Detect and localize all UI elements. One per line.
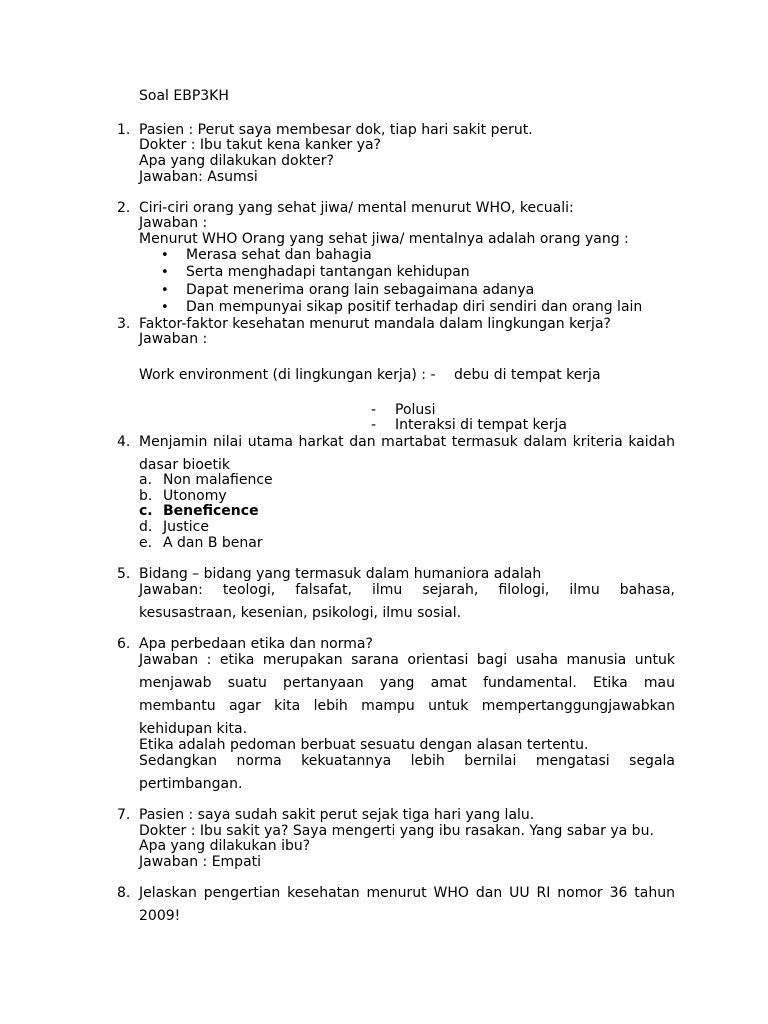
question-4-line: dasar bioetik <box>139 457 230 473</box>
question-5-line: Bidang – bidang yang termasuk dalam humaniora adalah <box>139 566 542 582</box>
work-environment-label: Work environment (di lingkungan kerja) : - <box>139 367 436 383</box>
question-2-line: Jawaban : <box>139 215 208 231</box>
question-7-number: 7. <box>117 807 131 823</box>
question-5-answer: kesusastraan, kesenian, psikologi, ilmu sosial. <box>139 605 462 621</box>
option-letter: b. <box>139 488 153 504</box>
question-4-line: Menjamin nilai utama harkat dan martabat termasuk dalam kriteria kaidah <box>139 434 675 450</box>
question-6-answer: Jawaban : etika merupakan sarana orientasi bagi usaha manusia untuk <box>139 652 675 668</box>
option-text: Utonomy <box>163 488 227 504</box>
question-1-line: Dokter : Ibu takut kena kanker ya? <box>139 137 381 153</box>
option-letter: c. <box>139 503 153 519</box>
document-title: Soal EBP3KH <box>139 88 229 104</box>
question-1-line: Pasien : Perut saya membesar dok, tiap hari sakit perut. <box>139 122 533 138</box>
question-3-line: Jawaban : <box>139 331 208 347</box>
option-letter: e. <box>139 535 153 551</box>
question-2-line: Ciri-ciri orang yang sehat jiwa/ mental menurut WHO, kecuali: <box>139 200 574 216</box>
question-7-answer: Jawaban : Empati <box>139 854 262 870</box>
question-6-answer: kehidupan kita. <box>139 721 248 737</box>
list-item: Serta menghadapi tantangan kehidupan <box>186 264 470 280</box>
bullet-icon: • <box>161 265 169 280</box>
list-item: Polusi <box>395 402 436 418</box>
question-7-line: Dokter : Ibu sakit ya? Saya mengerti yang ibu rasakan. Yang sabar ya bu. <box>139 823 654 839</box>
question-8-line: Jelaskan pengertian kesehatan menurut WHO dan UU RI nomor 36 tahun <box>139 885 675 901</box>
question-1-answer: Jawaban: Asumsi <box>139 169 258 185</box>
question-1-line: Apa yang dilakukan dokter? <box>139 153 334 169</box>
question-5-number: 5. <box>117 566 131 582</box>
question-6-number: 6. <box>117 636 131 652</box>
question-5-answer: Jawaban: teologi, falsafat, ilmu sejarah, filologi, ilmu bahasa, <box>139 582 675 598</box>
question-7-line: Pasien : saya sudah sakit perut sejak tiga hari yang lalu. <box>139 807 535 823</box>
question-3-line: Faktor-faktor kesehatan menurut mandala dalam lingkungan kerja? <box>139 316 611 332</box>
question-2-line: Menurut WHO Orang yang sehat jiwa/ mentalnya adalah orang yang : <box>139 231 629 247</box>
option-text-answer: Beneficence <box>163 503 259 519</box>
bullet-icon: • <box>161 283 169 298</box>
option-text: Justice <box>163 519 209 535</box>
bullet-icon: • <box>161 248 169 263</box>
question-7-line: Apa yang dilakukan ibu? <box>139 838 311 854</box>
list-item: Merasa sehat dan bahagia <box>186 247 372 263</box>
list-item: Dapat menerima orang lain sebagaimana adanya <box>186 282 535 298</box>
question-6-answer: Etika adalah pedoman berbuat sesuatu dengan alasan tertentu. <box>139 737 589 753</box>
question-3-number: 3. <box>117 316 131 332</box>
question-1-number: 1. <box>117 122 131 138</box>
bullet-icon: • <box>161 300 169 315</box>
list-item: Interaksi di tempat kerja <box>395 417 567 433</box>
question-6-answer: menjawab suatu pertanyaan yang amat fundamental. Etika mau <box>139 675 675 691</box>
question-6-line: Apa perbedaan etika dan norma? <box>139 636 373 652</box>
question-2-number: 2. <box>117 200 131 216</box>
option-letter: d. <box>139 519 153 535</box>
question-6-answer: pertimbangan. <box>139 776 243 792</box>
list-item: debu di tempat kerja <box>454 367 601 383</box>
question-6-answer: membantu agar kita lebih mampu untuk mempertanggungjawabkan <box>139 698 675 714</box>
list-item: Dan mempunyai sikap positif terhadap diri sendiri dan orang lain <box>186 299 643 315</box>
dash-marker: - <box>371 417 377 433</box>
question-4-number: 4. <box>117 434 131 450</box>
option-text: A dan B benar <box>163 535 263 551</box>
question-6-answer: Sedangkan norma kekuatannya lebih bernilai mengatasi segala <box>139 753 675 769</box>
option-letter: a. <box>139 472 153 488</box>
option-text: Non malafience <box>163 472 273 488</box>
question-8-number: 8. <box>117 885 131 901</box>
question-8-line: 2009! <box>139 908 181 924</box>
dash-marker: - <box>371 402 377 418</box>
